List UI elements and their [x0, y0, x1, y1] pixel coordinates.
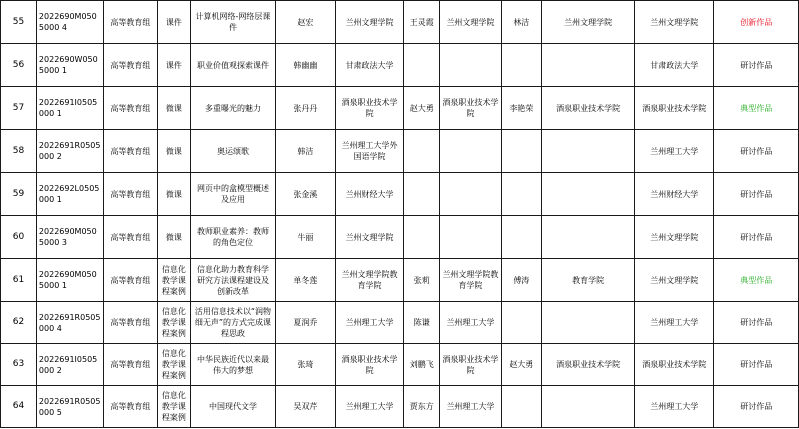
award-cell: 创新作品	[714, 1, 799, 44]
recommender-cell: 兰州财经大学	[635, 173, 714, 216]
work-title: 奥运颂歌	[191, 130, 275, 173]
member2-unit-cell: 酒泉职业技术学院	[440, 87, 501, 130]
award-cell: 典型作品	[714, 87, 799, 130]
member2-cell: 张莉	[404, 259, 440, 302]
member3-unit-cell	[542, 386, 635, 428]
award-cell: 研讨作品	[714, 344, 799, 386]
award-cell: 研讨作品	[714, 386, 799, 428]
recommender-cell: 兰州文理学院	[635, 259, 714, 302]
table-row	[1, 1, 799, 44]
member2-cell: 陈谦	[404, 302, 440, 344]
member3-unit-cell: 酒泉职业技术学院	[542, 344, 635, 386]
table-row	[1, 87, 799, 130]
award-cell: 研讨作品	[714, 130, 799, 173]
member3-cell	[501, 386, 542, 428]
member3-cell	[501, 216, 542, 259]
work-code: 2022691I0505000 1	[36, 87, 103, 130]
member2-cell: 贾东方	[404, 386, 440, 428]
member2-unit-cell: 兰州理工大学	[440, 386, 501, 428]
work-title: 网页中的盒模型概述及应用	[191, 173, 275, 216]
type-cell: 信息化教学课程案例	[157, 302, 191, 344]
author-cell: 单冬莲	[275, 259, 335, 302]
table-row	[1, 216, 799, 259]
type-cell: 微课	[157, 216, 191, 259]
award-cell: 典型作品	[714, 259, 799, 302]
author-cell: 韩洁	[275, 130, 335, 173]
author-cell: 张金溪	[275, 173, 335, 216]
group-cell: 高等教育组	[104, 259, 157, 302]
member2-cell	[404, 173, 440, 216]
row-number: 60	[1, 216, 37, 259]
member2-cell: 王灵霞	[404, 1, 440, 44]
member2-cell: 刘鹏飞	[404, 344, 440, 386]
recommender-cell: 酒泉职业技术学院	[635, 87, 714, 130]
member3-unit-cell: 教育学院	[542, 259, 635, 302]
member3-unit-cell	[542, 173, 635, 216]
member3-unit-cell	[542, 216, 635, 259]
member3-cell: 傅涛	[501, 259, 542, 302]
recommender-cell: 兰州理工大学	[635, 130, 714, 173]
table-row	[1, 259, 799, 302]
author-cell: 韩幽幽	[275, 44, 335, 87]
member2-unit-cell: 兰州文理学院教育学院	[440, 259, 501, 302]
work-title: 教师职业素养：教师的角色定位	[191, 216, 275, 259]
group-cell: 高等教育组	[104, 44, 157, 87]
group-cell: 高等教育组	[104, 173, 157, 216]
author-cell: 吴双芹	[275, 386, 335, 428]
unit-cell: 兰州文理学院	[336, 1, 404, 44]
member2-unit-cell	[440, 44, 501, 87]
author-cell: 张琦	[275, 344, 335, 386]
member2-cell	[404, 44, 440, 87]
group-cell: 高等教育组	[104, 216, 157, 259]
work-code: 2022690M0505000 4	[36, 1, 103, 44]
author-cell: 牛丽	[275, 216, 335, 259]
row-number: 57	[1, 87, 37, 130]
member3-unit-cell	[542, 130, 635, 173]
type-cell: 微课	[157, 173, 191, 216]
award-cell: 研讨作品	[714, 173, 799, 216]
unit-cell: 兰州文理学院教育学院	[336, 259, 404, 302]
table-body	[1, 1, 799, 428]
member2-unit-cell: 酒泉职业技术学院	[440, 344, 501, 386]
member3-unit-cell	[542, 302, 635, 344]
member3-cell: 赵大勇	[501, 344, 542, 386]
table-row	[1, 173, 799, 216]
unit-cell: 兰州财经大学	[336, 173, 404, 216]
member3-unit-cell	[542, 44, 635, 87]
unit-cell: 酒泉职业技术学院	[336, 87, 404, 130]
member2-unit-cell	[440, 173, 501, 216]
work-title: 活用信息技术以“润物细无声”的方式完成课程思政	[191, 302, 275, 344]
row-number: 61	[1, 259, 37, 302]
table-row	[1, 344, 799, 386]
member3-cell	[501, 130, 542, 173]
author-cell: 夏润乔	[275, 302, 335, 344]
member2-unit-cell: 兰州文理学院	[440, 1, 501, 44]
row-number: 63	[1, 344, 37, 386]
work-code: 2022691R0505000 2	[36, 130, 103, 173]
table-row	[1, 44, 799, 87]
group-cell: 高等教育组	[104, 386, 157, 428]
member2-cell: 赵大勇	[404, 87, 440, 130]
type-cell: 微课	[157, 130, 191, 173]
member2-cell	[404, 130, 440, 173]
work-code: 2022691I0505000 2	[36, 344, 103, 386]
table-row	[1, 130, 799, 173]
author-cell: 张丹丹	[275, 87, 335, 130]
member2-unit-cell	[440, 216, 501, 259]
row-number: 64	[1, 386, 37, 428]
work-code: 2022690M0505000 1	[36, 259, 103, 302]
work-title: 中国现代文学	[191, 386, 275, 428]
member2-unit-cell: 兰州理工大学	[440, 302, 501, 344]
member3-unit-cell: 酒泉职业技术学院	[542, 87, 635, 130]
unit-cell: 兰州理工大学	[336, 386, 404, 428]
award-cell: 研讨作品	[714, 302, 799, 344]
member3-cell	[501, 302, 542, 344]
group-cell: 高等教育组	[104, 130, 157, 173]
unit-cell: 甘肃政法大学	[336, 44, 404, 87]
group-cell: 高等教育组	[104, 1, 157, 44]
work-title: 计算机网络-网络层课件	[191, 1, 275, 44]
work-title: 职业价值观探索课件	[191, 44, 275, 87]
unit-cell: 兰州理工大学外国语学院	[336, 130, 404, 173]
type-cell: 信息化教学课程案例	[157, 386, 191, 428]
type-cell: 课件	[157, 1, 191, 44]
type-cell: 信息化教学课程案例	[157, 344, 191, 386]
work-code: 2022691R0505000 5	[36, 386, 103, 428]
unit-cell: 兰州文理学院	[336, 216, 404, 259]
member3-cell	[501, 44, 542, 87]
recommender-cell: 兰州理工大学	[635, 302, 714, 344]
recommender-cell: 酒泉职业技术学院	[635, 344, 714, 386]
type-cell: 信息化教学课程案例	[157, 259, 191, 302]
work-code: 2022690M0505000 3	[36, 216, 103, 259]
author-cell: 赵宏	[275, 1, 335, 44]
type-cell: 微课	[157, 87, 191, 130]
recommender-cell: 兰州文理学院	[635, 216, 714, 259]
table-row	[1, 386, 799, 428]
work-title: 信息化助力教育科学研究方法课程建设及创新改革	[191, 259, 275, 302]
work-code: 2022690W0505000 1	[36, 44, 103, 87]
type-cell: 课件	[157, 44, 191, 87]
row-number: 55	[1, 1, 37, 44]
member2-unit-cell	[440, 130, 501, 173]
member3-cell	[501, 173, 542, 216]
unit-cell: 酒泉职业技术学院	[336, 344, 404, 386]
group-cell: 高等教育组	[104, 344, 157, 386]
recommender-cell: 甘肃政法大学	[635, 44, 714, 87]
award-cell: 研讨作品	[714, 44, 799, 87]
table-row	[1, 302, 799, 344]
group-cell: 高等教育组	[104, 302, 157, 344]
row-number: 59	[1, 173, 37, 216]
work-title: 中华民族近代以来最伟大的梦想	[191, 344, 275, 386]
group-cell: 高等教育组	[104, 87, 157, 130]
row-number: 56	[1, 44, 37, 87]
member3-cell: 李艳荣	[501, 87, 542, 130]
member3-cell: 林洁	[501, 1, 542, 44]
row-number: 62	[1, 302, 37, 344]
member2-cell	[404, 216, 440, 259]
work-title: 多重曝光的魅力	[191, 87, 275, 130]
unit-cell: 兰州理工大学	[336, 302, 404, 344]
work-code: 2022692L0505000 1	[36, 173, 103, 216]
member3-unit-cell: 兰州文理学院	[542, 1, 635, 44]
recommender-cell: 兰州理工大学	[635, 386, 714, 428]
award-cell: 研讨作品	[714, 216, 799, 259]
recommender-cell: 兰州文理学院	[635, 1, 714, 44]
row-number: 58	[1, 130, 37, 173]
work-code: 2022691R0505000 4	[36, 302, 103, 344]
